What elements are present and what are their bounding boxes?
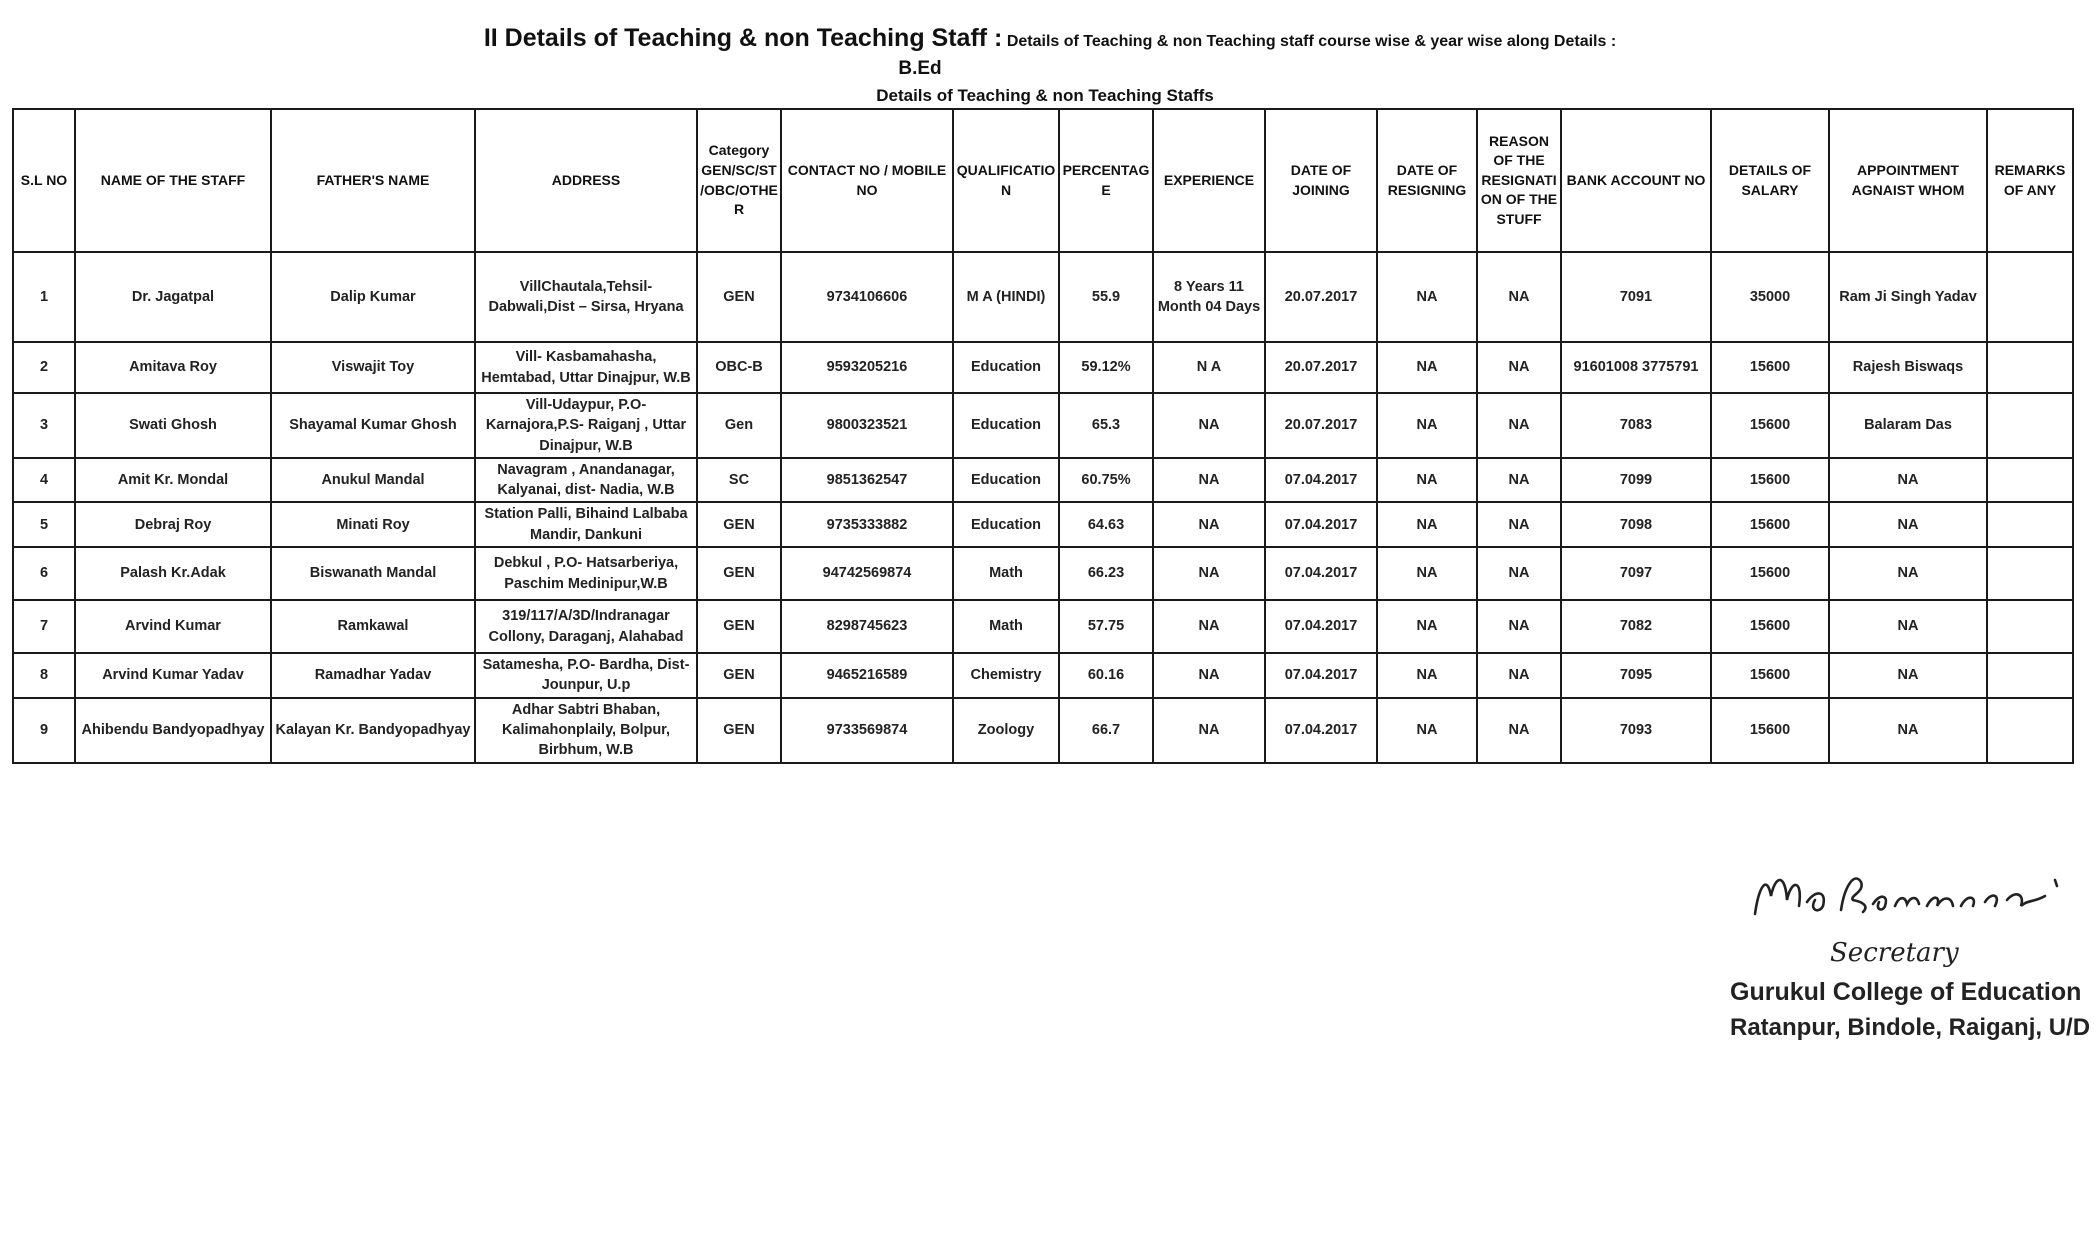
heading-main: II Details of Teaching & non Teaching Staff : <box>483 24 1003 52</box>
table-cell: 9851362547 <box>781 458 953 503</box>
table-cell: 9800323521 <box>781 393 953 458</box>
table-cell: 7 <box>13 600 75 653</box>
table-cell: NA <box>1829 458 1987 503</box>
table-cell: 20.07.2017 <box>1265 252 1377 342</box>
table-cell <box>1987 393 2073 458</box>
signatory-title: Secretary <box>1830 938 1959 968</box>
table-row <box>13 458 2073 503</box>
table-cell: NA <box>1477 458 1561 503</box>
table-cell: Shayamal Kumar Ghosh <box>271 393 475 458</box>
course-label: B.Ed <box>898 58 942 79</box>
table-row <box>13 393 2073 458</box>
table-cell: N A <box>1153 342 1265 393</box>
table-cell: Ahibendu Bandyopadhyay <box>75 698 271 763</box>
table-cell: NA <box>1377 458 1477 503</box>
table-cell: 66.7 <box>1059 698 1153 763</box>
table-cell: 07.04.2017 <box>1265 547 1377 600</box>
table-cell: 07.04.2017 <box>1265 502 1377 547</box>
table-cell: 65.3 <box>1059 393 1153 458</box>
table-cell <box>1987 698 2073 763</box>
column-header: BANK ACCOUNT NO <box>1561 109 1711 252</box>
table-cell: Education <box>953 458 1059 503</box>
table-cell: NA <box>1153 653 1265 698</box>
table-cell: NA <box>1377 252 1477 342</box>
table-body <box>13 252 2073 763</box>
table-cell: 66.23 <box>1059 547 1153 600</box>
column-header: APPOINTMENT AGNAIST WHOM <box>1829 109 1987 252</box>
table-cell: 6 <box>13 547 75 600</box>
table-cell: GEN <box>697 600 781 653</box>
document-heading <box>0 24 2100 53</box>
table-row <box>13 502 2073 547</box>
table-cell: Ramkawal <box>271 600 475 653</box>
table-cell: Kalayan Kr. Bandyopadhyay <box>271 698 475 763</box>
table-cell: 57.75 <box>1059 600 1153 653</box>
table-cell: Minati Roy <box>271 502 475 547</box>
table-cell <box>1987 458 2073 503</box>
table-cell <box>1987 252 2073 342</box>
table-cell: NA <box>1377 600 1477 653</box>
table-cell: GEN <box>697 653 781 698</box>
table-cell <box>1987 653 2073 698</box>
table-cell: 2 <box>13 342 75 393</box>
table-cell: 7091 <box>1561 252 1711 342</box>
table-cell: 9734106606 <box>781 252 953 342</box>
table-cell: Vill-Udaypur, P.O-Karnajora,P.S- Raiganj , Uttar Dinajpur, W.B <box>475 393 697 458</box>
column-header: NAME OF THE STAFF <box>75 109 271 252</box>
table-cell: NA <box>1377 342 1477 393</box>
table-cell: Education <box>953 393 1059 458</box>
table-cell: 07.04.2017 <box>1265 653 1377 698</box>
table-cell: 9 <box>13 698 75 763</box>
table-row <box>13 547 2073 600</box>
table-cell: Balaram Das <box>1829 393 1987 458</box>
column-header: DATE OF JOINING <box>1265 109 1377 252</box>
table-cell: NA <box>1153 698 1265 763</box>
table-cell: Math <box>953 547 1059 600</box>
table-cell: M A (HINDI) <box>953 252 1059 342</box>
table-row <box>13 342 2073 393</box>
table-cell: 55.9 <box>1059 252 1153 342</box>
table-cell: NA <box>1477 653 1561 698</box>
table-cell: Debkul , P.O- Hatsarberiya, Paschim Medinipur,W.B <box>475 547 697 600</box>
table-row <box>13 252 2073 342</box>
table-cell: Vill- Kasbamahasha, Hemtabad, Uttar Dinajpur, W.B <box>475 342 697 393</box>
table-cell: 9735333882 <box>781 502 953 547</box>
table-cell: 15600 <box>1711 458 1829 503</box>
column-header: EXPERIENCE <box>1153 109 1265 252</box>
table-cell: Amit Kr. Mondal <box>75 458 271 503</box>
table-cell: Adhar Sabtri Bhaban, Kalimahonplaily, Bolpur, Birbhum, W.B <box>475 698 697 763</box>
table-cell: NA <box>1477 502 1561 547</box>
table-header-row <box>13 109 2073 252</box>
table-cell: Debraj Roy <box>75 502 271 547</box>
table-cell: 59.12% <box>1059 342 1153 393</box>
column-header: PERCENTAGE <box>1059 109 1153 252</box>
table-cell: Math <box>953 600 1059 653</box>
column-header: Category GEN/SC/ST/OBC/OTHER <box>697 109 781 252</box>
table-cell: 20.07.2017 <box>1265 342 1377 393</box>
table-cell: 4 <box>13 458 75 503</box>
table-cell: 1 <box>13 252 75 342</box>
table-cell: Biswanath Mandal <box>271 547 475 600</box>
table-cell: NA <box>1377 502 1477 547</box>
table-cell: NA <box>1153 502 1265 547</box>
table-row <box>13 653 2073 698</box>
table-cell: NA <box>1829 502 1987 547</box>
table-cell <box>1987 547 2073 600</box>
table-cell: GEN <box>697 252 781 342</box>
table-row <box>13 698 2073 763</box>
table-cell: NA <box>1153 458 1265 503</box>
table-cell <box>1987 600 2073 653</box>
staff-table <box>12 108 2074 764</box>
column-header: S.L NO <box>13 109 75 252</box>
table-cell: 7093 <box>1561 698 1711 763</box>
table-cell: 3 <box>13 393 75 458</box>
table-cell: NA <box>1377 653 1477 698</box>
table-cell: NA <box>1377 393 1477 458</box>
table-cell: 91601008 3775791 <box>1561 342 1711 393</box>
table-cell: 15600 <box>1711 547 1829 600</box>
table-cell: 319/117/A/3D/Indranagar Collony, Daraganj, Alahabad <box>475 600 697 653</box>
table-cell: Station Palli, Bihaind Lalbaba Mandir, Dankuni <box>475 502 697 547</box>
table-cell: Arvind Kumar Yadav <box>75 653 271 698</box>
column-header: ADDRESS <box>475 109 697 252</box>
table-cell: 7083 <box>1561 393 1711 458</box>
table-cell: 7097 <box>1561 547 1711 600</box>
table-cell: NA <box>1153 600 1265 653</box>
table-cell: NA <box>1477 252 1561 342</box>
table-cell: 15600 <box>1711 393 1829 458</box>
table-cell: 20.07.2017 <box>1265 393 1377 458</box>
table-cell: OBC-B <box>697 342 781 393</box>
table-cell: 15600 <box>1711 698 1829 763</box>
table-cell: 94742569874 <box>781 547 953 600</box>
table-cell: 60.16 <box>1059 653 1153 698</box>
table-cell: Satamesha, P.O- Bardha, Dist- Jounpur, U.p <box>475 653 697 698</box>
table-cell: NA <box>1477 393 1561 458</box>
table-cell: 7082 <box>1561 600 1711 653</box>
column-header: FATHER'S NAME <box>271 109 475 252</box>
table-cell: Education <box>953 502 1059 547</box>
column-header: REASON OF THE RESIGNATION OF THE STUFF <box>1477 109 1561 252</box>
table-cell: Viswajit Toy <box>271 342 475 393</box>
table-cell: 15600 <box>1711 653 1829 698</box>
table-cell: 7099 <box>1561 458 1711 503</box>
table-cell: 15600 <box>1711 502 1829 547</box>
table-cell: GEN <box>697 502 781 547</box>
table-cell: 60.75% <box>1059 458 1153 503</box>
table-cell <box>1987 502 2073 547</box>
table-cell: NA <box>1829 547 1987 600</box>
table-cell: NA <box>1477 698 1561 763</box>
column-header: DETAILS OF SALARY <box>1711 109 1829 252</box>
table-cell: 07.04.2017 <box>1265 698 1377 763</box>
column-header: DATE OF RESIGNING <box>1377 109 1477 252</box>
table-cell: NA <box>1153 547 1265 600</box>
table-cell: NA <box>1829 653 1987 698</box>
table-cell: Rajesh Biswaqs <box>1829 342 1987 393</box>
table-cell: 8298745623 <box>781 600 953 653</box>
column-header: REMARKS OF ANY <box>1987 109 2073 252</box>
table-cell: GEN <box>697 547 781 600</box>
table-cell: 8 <box>13 653 75 698</box>
table-cell: Anukul Mandal <box>271 458 475 503</box>
college-address: Ratanpur, Bindole, Raiganj, U/D <box>1730 1014 2091 1041</box>
college-name: Gurukul College of Education <box>1730 978 2082 1006</box>
table-cell: VillChautala,Tehsil-Dabwali,Dist – Sirsa, Hryana <box>475 252 697 342</box>
column-header: CONTACT NO / MOBILE NO <box>781 109 953 252</box>
table-cell: NA <box>1477 547 1561 600</box>
table-cell: Ram Ji Singh Yadav <box>1829 252 1987 342</box>
table-cell: Dr. Jagatpal <box>75 252 271 342</box>
table-cell: NA <box>1377 698 1477 763</box>
table-cell: NA <box>1153 393 1265 458</box>
table-cell: 9465216589 <box>781 653 953 698</box>
table-cell: NA <box>1377 547 1477 600</box>
table-cell: 07.04.2017 <box>1265 600 1377 653</box>
table-cell: Chemistry <box>953 653 1059 698</box>
table-row <box>13 600 2073 653</box>
table-cell: Amitava Roy <box>75 342 271 393</box>
signature-image <box>1745 866 2075 926</box>
column-header: QUALIFICATION <box>953 109 1059 252</box>
table-cell: NA <box>1477 342 1561 393</box>
table-cell: 7095 <box>1561 653 1711 698</box>
table-cell: Arvind Kumar <box>75 600 271 653</box>
table-cell: 9733569874 <box>781 698 953 763</box>
table-cell: GEN <box>697 698 781 763</box>
table-cell <box>1987 342 2073 393</box>
table-cell: 35000 <box>1711 252 1829 342</box>
heading-sub: Details of Teaching & non Teaching staff course wise & year wise along Details : <box>1006 33 1617 50</box>
table-cell: Swati Ghosh <box>75 393 271 458</box>
table-cell: 15600 <box>1711 600 1829 653</box>
table-caption: Details of Teaching & non Teaching Staffs <box>876 86 1214 105</box>
table-cell: NA <box>1829 698 1987 763</box>
table-cell: 9593205216 <box>781 342 953 393</box>
table-cell: Gen <box>697 393 781 458</box>
table-cell: 8 Years 11 Month 04 Days <box>1153 252 1265 342</box>
table-cell: NA <box>1477 600 1561 653</box>
table-cell: SC <box>697 458 781 503</box>
table-cell: Zoology <box>953 698 1059 763</box>
table-cell: 7098 <box>1561 502 1711 547</box>
table-cell: Dalip Kumar <box>271 252 475 342</box>
table-cell: Ramadhar Yadav <box>271 653 475 698</box>
table-cell: 15600 <box>1711 342 1829 393</box>
table-cell: Education <box>953 342 1059 393</box>
table-cell: 07.04.2017 <box>1265 458 1377 503</box>
table-cell: 64.63 <box>1059 502 1153 547</box>
table-cell: 5 <box>13 502 75 547</box>
table-cell: Palash Kr.Adak <box>75 547 271 600</box>
table-cell: Navagram , Anandanagar, Kalyanai, dist- Nadia, W.B <box>475 458 697 503</box>
table-cell: NA <box>1829 600 1987 653</box>
